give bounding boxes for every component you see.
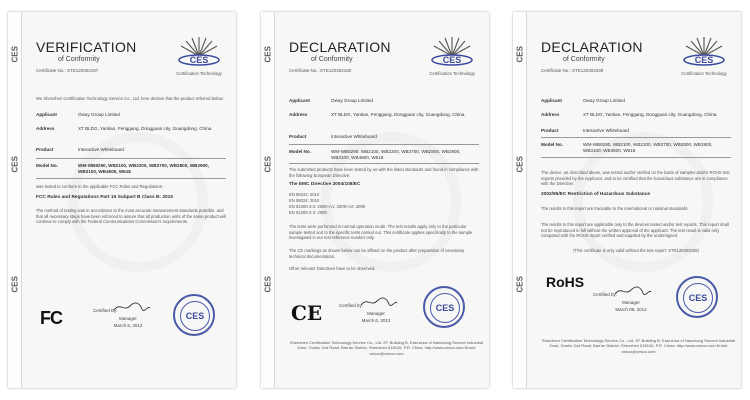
ces-stamp (676, 276, 718, 318)
side-label: CES (263, 276, 273, 293)
svg-text:CES: CES (189, 55, 209, 65)
logo-caption: Certification Technology (429, 71, 475, 76)
ces-stamp (423, 286, 465, 328)
cert-number: Certificate No.: STE120302039 (541, 68, 604, 73)
certified-by: Certified By: (93, 308, 118, 313)
divider (289, 144, 479, 145)
fcc-mark: FC (40, 308, 62, 328)
address-value: XT BLDG, Yantian, Fenggang, Dongguan city, Guangdong, China. (331, 112, 466, 117)
side-label: CES (263, 156, 273, 173)
cert-title: VERIFICATION (36, 39, 137, 55)
address-value: XT BLDG, Yantian, Fenggang, Dongguan city, Guangdong, China. (78, 126, 213, 131)
cert-subtitle: of Conformity (58, 56, 100, 63)
standard-item: EN 61000-3-2: 2006+A1: 2009+A2: 2009 (289, 204, 366, 209)
cert-number: Certificate No.: STE120302187 (36, 68, 99, 73)
manager-title: Manager (367, 311, 385, 316)
paragraph: The tests were performed in normal operation mode. The test results apply only to the particular sample tested and to the specific tests carried out. This certificate applies specifically to the sample investigated in our test reference number only. (289, 224, 473, 241)
divider (289, 163, 479, 164)
stamp-text: CES (430, 293, 460, 323)
certified-by: Certified by: (593, 292, 618, 297)
divider (36, 178, 226, 179)
side-label: CES (10, 46, 20, 63)
signature (613, 284, 653, 298)
product-value: Interactive Whiteboard (583, 128, 629, 133)
lead-text: The device, as described above, was tested and/or verified on the basis of samples and/or ROHS test reports provided by the Applicant, and to be certified that the hazardous substance are in compliance with the Directive: (541, 170, 730, 187)
body-text: The method of testing was in accordance to the most accurate measurement standards possible, and that all necessary steps have been enforced to assure that all production units of the same product will continue to comply with the Federal Communications Commission's requirements. (36, 208, 226, 225)
paragraph: The results in this report are applicable only to the devices tested and/or test reports. This report shall not be reproduced in full without the written approval of the applicant. The test result is valid only compared with the ROHS report verified and supplied by the undersigned. (541, 222, 729, 239)
model-label: Model No. (289, 149, 311, 154)
applicant-label: Applicant (289, 98, 310, 103)
standard-text: FCC Rules and Regulations Part 15 Subpart B Class B: 2010 (36, 195, 174, 200)
ces-logo (673, 34, 735, 80)
model-value: WM-WB8290, WB2100, WB2200, WB2700, WB2800, WB2900, WB3100, WB4600, W618 (583, 142, 713, 153)
model-value: WM-WB8290, WB2100, WB2200, WB2700, WB2800, WB2900, WB3100, WB4600, W618 (331, 149, 461, 160)
ces-logo (421, 34, 483, 80)
sign-date: March 6, 2012 (361, 318, 391, 323)
product-label: Product (541, 128, 559, 133)
side-band (8, 12, 22, 388)
signature (112, 300, 152, 314)
certificate-declaration-ce (261, 12, 489, 388)
logo-caption: Certification Technology (681, 71, 727, 76)
address-label: Address (541, 112, 560, 117)
cert-title: DECLARATION (541, 39, 643, 55)
address-value: XT BLDG, Yantian, Fenggang, Dongguan city, Guangdong, China. (583, 112, 718, 117)
model-value: WM-WB8290, WB2100, WB2200, WB2700, WB2800, WB2900, WB3100, WB4600, W618 (78, 163, 209, 174)
paragraph: The results in this report are traceable to the international or national standards. (541, 206, 689, 211)
cert-number: Certificate No.: STE120302180 (289, 68, 352, 73)
model-label: Model No. (541, 142, 563, 147)
divider (541, 137, 731, 138)
side-label: CES (10, 156, 20, 173)
ces-stamp (173, 294, 215, 336)
manager-title: Manager (119, 316, 137, 321)
applicant-label: Applicant (36, 112, 57, 117)
cert-title: DECLARATION (289, 39, 391, 55)
svg-text:CES: CES (694, 55, 714, 65)
rohs-mark: RoHS (546, 274, 585, 290)
standard-item: EN 55022: 2010 (289, 192, 320, 197)
side-label: CES (515, 46, 525, 63)
footer-text: Shenzhen Certification Technology Service Co., Ltd. 2F, Building B, East Area of Nanchang Second Industrial Zone, Gushu 2nd Road, Bao'an District, Shenzhen 518126, P.R. China. http://www.cesoo.com Email: cesoo@cesoo.com (541, 338, 736, 354)
product-value: Interactive Whiteboard (78, 147, 124, 152)
footer-text: Shenzhen Certification Technology Service Co., Ltd. 2F, Building B, East Area of Nanchang Second Industrial Zone, Gushu 2nd Road, Bao'an District, Shenzhen 518126, P.R. China. http://www.cesoo.com Email: cesoo@cesoo.com (289, 340, 484, 356)
side-label: CES (10, 276, 20, 293)
sign-date: March 09, 2012 (615, 307, 647, 312)
signature (359, 295, 399, 309)
side-band (261, 12, 275, 388)
certificate-verification (8, 12, 236, 388)
cert-subtitle: of Conformity (311, 56, 353, 63)
directive-text: 2002/95/EC Restriction of Hazardous Substance (541, 192, 651, 197)
side-label: CES (515, 156, 525, 173)
divider (541, 157, 731, 158)
svg-text:CES: CES (442, 55, 462, 65)
address-label: Address (36, 126, 55, 131)
lead-text: The submitted products have been tested by us with the listed standards and found in compliance with the following European Directive: (289, 167, 479, 178)
address-label: Address (289, 112, 308, 117)
directive-text: The EMC Directive 2004/108/EC (289, 182, 361, 187)
applicant-value: Oway Group Limited (331, 98, 373, 103)
paragraph: The CE markings as shown below can be affixed on the product after preparation of necessary technical documentation. (289, 248, 465, 259)
paragraph: Other relevant Directives have to be observed. (289, 266, 376, 271)
standard-item: EN 55024: 2010 (289, 198, 320, 203)
applicant-value: Oway Group Limited (583, 98, 625, 103)
manager-title: Manager (622, 300, 640, 305)
watermark (68, 132, 208, 272)
side-band (513, 12, 527, 388)
logo-caption: Certification Technology (176, 71, 222, 76)
sign-date: March 6, 2012 (113, 323, 143, 328)
ce-mark: CE (291, 301, 323, 325)
stamp-text: CES (180, 301, 210, 331)
certificate-declaration-rohs (513, 12, 741, 388)
product-value: Interactive Whiteboard (331, 134, 377, 139)
stamp-text: CES (683, 283, 713, 313)
ces-logo (168, 34, 230, 80)
paragraph: (This certificate is only valid without the test report: STR120302039) (573, 248, 699, 253)
applicant-label: Applicant (541, 98, 562, 103)
certified-by: Certified by: (339, 303, 364, 308)
product-label: Product (289, 134, 307, 139)
conform-text: was tested to conform to the applicable FCC Rules and Regulations: (36, 184, 163, 189)
model-label: Model No. (36, 163, 58, 168)
product-label: Product (36, 147, 54, 152)
applicant-value: Oway Group Limited (78, 112, 120, 117)
side-label: CES (263, 46, 273, 63)
intro-text: We Shenzhen Certification Technology Service Co., Ltd. here declare that the product referred below: (36, 96, 224, 101)
divider (36, 158, 226, 159)
side-label: CES (515, 276, 525, 293)
standard-item: EN 61000-3-3: 2008 (289, 210, 327, 215)
cert-subtitle: of Conformity (563, 56, 605, 63)
